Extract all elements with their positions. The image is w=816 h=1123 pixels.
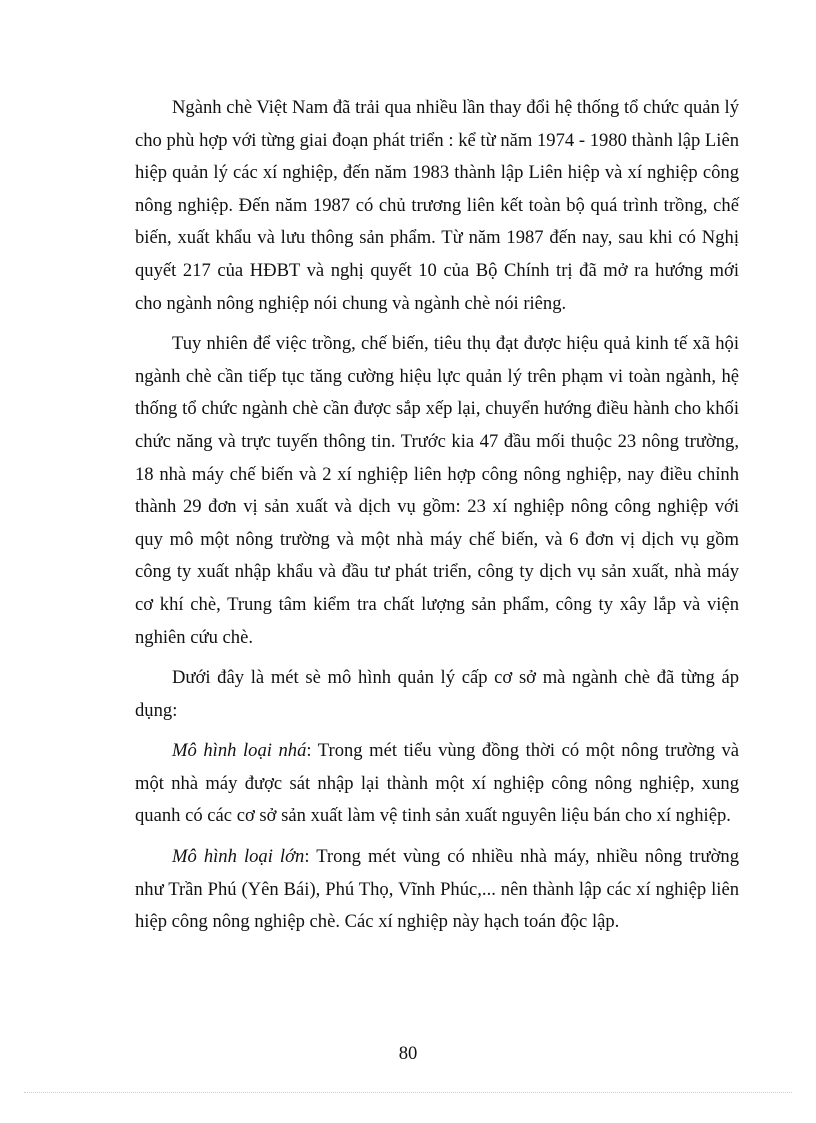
paragraph-small-model [135,735,739,833]
paragraph-history [135,92,739,320]
paragraph-text: : Trong mét tiểu vùng đồng thời có một nông trường và một nhà máy được sát nhập lại thành một xí nghiệp công nông nghiệp, xung quanh có các cơ sở sản xuất làm vệ tinh sản xuất nguyên liệu bán cho xí nghiệp. [135,740,739,827]
document-page [135,92,739,947]
footer-divider [24,1092,792,1093]
paragraph-text: Tuy nhiên để việc trồng, chế biến, tiêu thụ đạt được hiệu quả kinh tế xã hội ngành chè cần tiếp tục tăng cường hiệu lực quản lý trên phạm vi toàn ngành, hệ thống tổ chức ngành chè cần được sắp xếp lại, chuyển hướng điều hành cho khối chức năng và trực tuyến thông tin. Trước kia 47 đầu mối thuộc 23 nông trường, 18 nhà máy chế biến và 2 xí nghiệp liên hợp công nông nghiệp, nay điều chỉnh thành 29 đơn vị sản xuất và dịch vụ gồm: 23 xí nghiệp nông công nghiệp với quy mô một nông trường và một nhà máy chế biến, và 6 đơn vị dịch vụ gồm công ty xuất nhập khẩu và đầu tư phát triển, công ty dịch vụ sản xuất, nhà máy cơ khí chè, Trung tâm kiểm tra chất lượng sản phẩm, công ty xây lắp và viện nghiên cứu chè. [135,333,739,648]
paragraph-text: : Trong mét vùng có nhiều nhà máy, nhiều nông trường như Trần Phú (Yên Bái), Phú Thọ, Vĩnh Phúc,... nên thành lập các xí nghiệp liên hiệp công nông nghiệp chè. Các xí nghiệp này hạch toán độc lập. [135,846,740,933]
paragraph-large-model [135,841,739,939]
paragraph-text: Dưới đây là mét sè mô hình quản lý cấp cơ sở mà ngành chè đã từng áp dụng: [135,667,739,721]
page-number: 80 [398,1043,418,1064]
paragraph-reorganization [135,328,739,654]
paragraph-text: Ngành chè Việt Nam đã trải qua nhiều lần thay đổi hệ thống tổ chức quản lý cho phù hợp với từng giai đoạn phát triển : kể từ năm 1974 - 1980 thành lập Liên hiệp quản lý các xí nghiệp, đến năm 1983 thành lập Liên hiệp và xí nghiệp công nông nghiệp. Đến năm 1987 có chủ trương liên kết toàn bộ quá trình trồng, chế biến, xuất khẩu và lưu thông sản phẩm. Từ năm 1987 đến nay, sau khi có Nghị quyết 217 của HĐBT và nghị quyết 10 của Bộ Chính trị đã mở ra hướng mới cho ngành nông nghiệp nói chung và ngành chè nói riêng. [135,97,739,314]
paragraph-intro-models [135,662,739,727]
paragraph-lead-italic: Mô hình loại lớn [172,846,305,868]
paragraph-lead-italic: Mô hình loại nhá [172,740,307,762]
